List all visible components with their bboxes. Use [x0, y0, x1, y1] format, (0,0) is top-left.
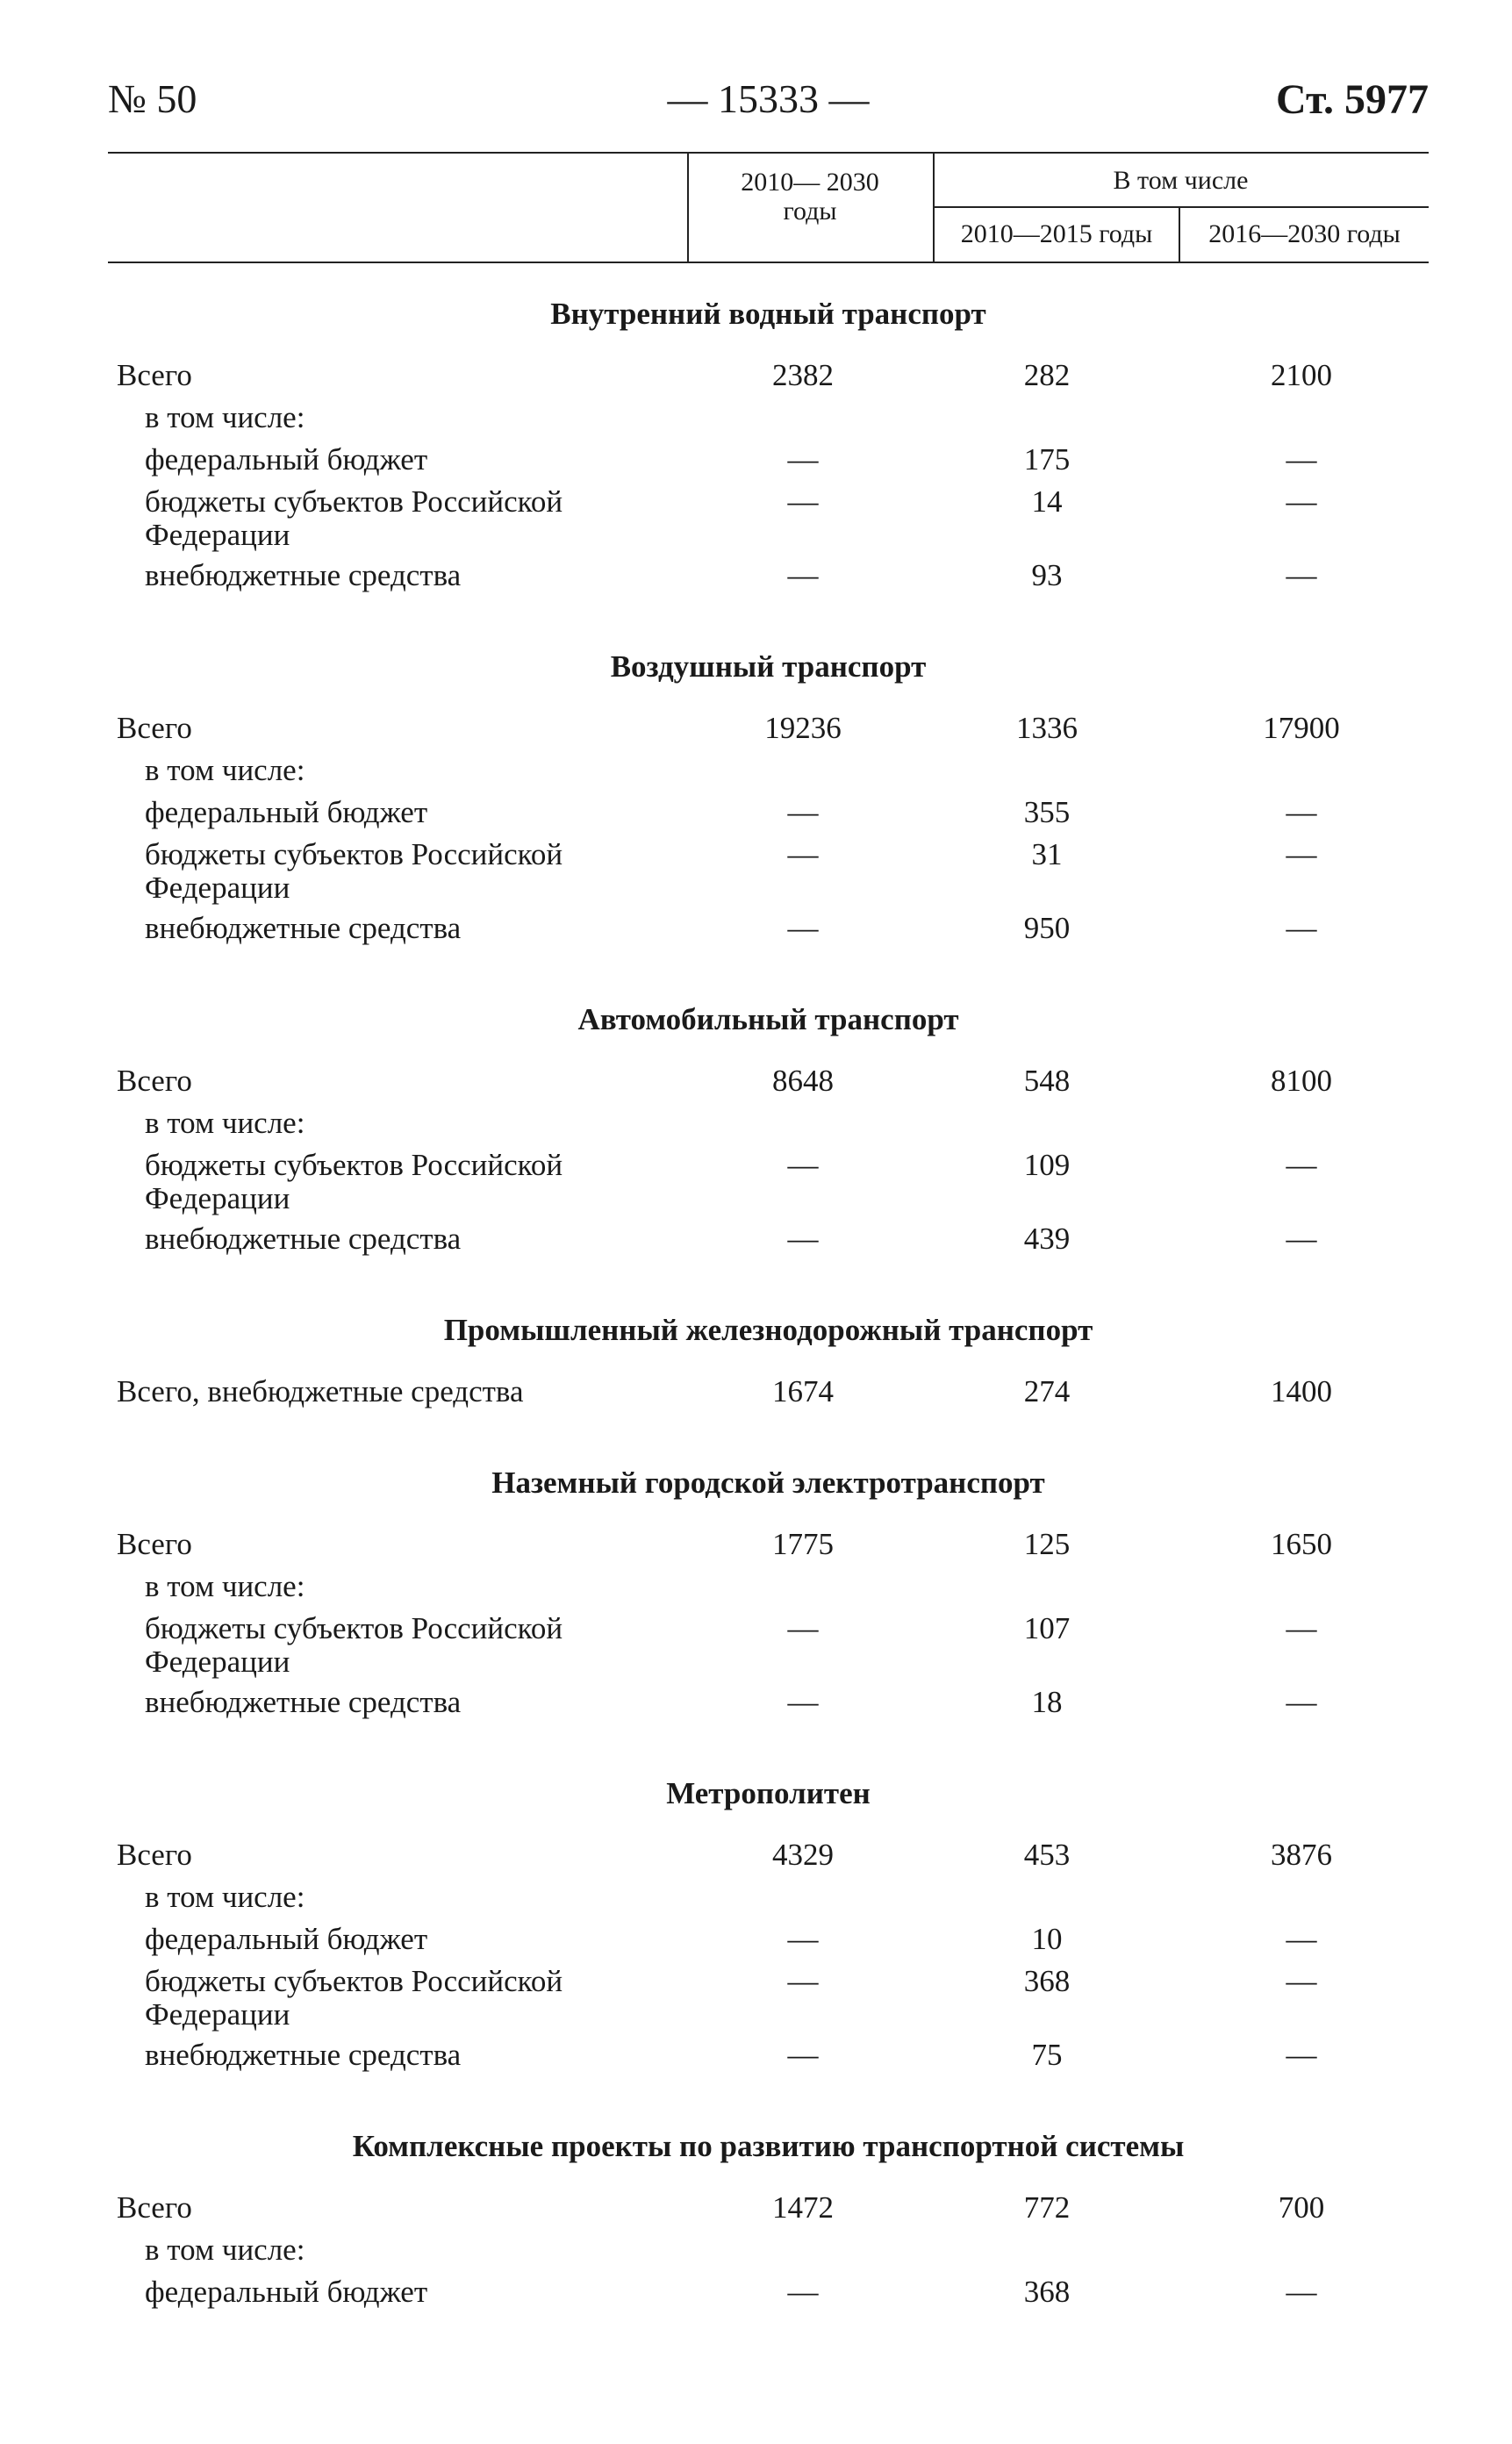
- table-row: [108, 1834, 1429, 1876]
- section-title: Воздушный транспорт: [610, 649, 927, 684]
- row-label: в том числе:: [145, 1106, 305, 1140]
- table-row: [108, 2034, 1429, 2076]
- cell-value: —: [787, 1964, 819, 1998]
- row-label: бюджеты субъектов Российской Федерации: [145, 1611, 563, 1679]
- cell-value: —: [787, 1611, 819, 1645]
- cell-value: —: [1286, 1922, 1317, 1956]
- table-row: [108, 792, 1429, 834]
- cell-value: 1472: [772, 2190, 834, 2225]
- cell-value: 368: [1023, 1964, 1071, 1998]
- header-including: В том числе: [1113, 166, 1249, 195]
- cell-value: —: [787, 795, 819, 829]
- cell-value: 772: [1023, 2190, 1071, 2225]
- cell-value: 175: [1023, 442, 1071, 477]
- table-row: [108, 355, 1429, 397]
- cell-value: 19236: [764, 711, 842, 745]
- row-label: федеральный бюджет: [145, 442, 428, 477]
- row-label: внебюджетные средства: [145, 1685, 462, 1719]
- table-body: [108, 290, 1429, 2313]
- row-label: внебюджетные средства: [145, 1222, 462, 1256]
- table-column-header: [108, 152, 1429, 263]
- section-title: Метрополитен: [666, 1776, 871, 1810]
- column-divider: [687, 154, 689, 262]
- table-row: [108, 1681, 1429, 1724]
- cell-value: 3876: [1271, 1838, 1332, 1872]
- cell-value: —: [1286, 1222, 1317, 1256]
- row-label: Всего: [117, 2190, 192, 2225]
- row-label: Всего: [117, 1527, 192, 1561]
- table-row: [108, 834, 1429, 907]
- table-row: [108, 1960, 1429, 2034]
- table-row: [108, 1876, 1429, 1918]
- cell-value: —: [787, 1148, 819, 1182]
- cell-value: 93: [1031, 558, 1063, 592]
- cell-value: 4329: [772, 1838, 834, 1872]
- cell-value: —: [1286, 1611, 1317, 1645]
- cell-value: 18: [1031, 1685, 1063, 1719]
- cell-value: —: [787, 558, 819, 592]
- cell-value: 548: [1023, 1064, 1071, 1098]
- table-row: [108, 1371, 1429, 1413]
- row-label: Всего: [117, 1838, 192, 1872]
- section-gap: [108, 597, 1429, 642]
- table-row: [108, 707, 1429, 749]
- page-header: [108, 75, 1429, 128]
- cell-value: 125: [1023, 1527, 1071, 1561]
- row-label: бюджеты субъектов Российской Федерации: [145, 1148, 563, 1215]
- table-row: [108, 1102, 1429, 1144]
- cell-value: 1336: [1016, 711, 1078, 745]
- cell-value: 17900: [1263, 711, 1340, 745]
- table-row: [108, 2187, 1429, 2229]
- row-label: федеральный бюджет: [145, 2275, 428, 2309]
- cell-value: 950: [1023, 911, 1071, 945]
- cell-value: 453: [1023, 1838, 1071, 1872]
- cell-value: 31: [1031, 837, 1063, 871]
- row-label: в том числе:: [145, 753, 305, 787]
- table-row: [108, 1523, 1429, 1566]
- cell-value: 700: [1278, 2190, 1325, 2225]
- cell-value: 109: [1023, 1148, 1071, 1182]
- cell-value: —: [1286, 1685, 1317, 1719]
- row-label: в том числе:: [145, 1569, 305, 1603]
- row-label: внебюджетные средства: [145, 558, 462, 592]
- row-label: в том числе:: [145, 400, 305, 434]
- row-label: в том числе:: [145, 2233, 305, 2267]
- row-label: Всего, внебюджетные средства: [117, 1374, 524, 1408]
- row-label: бюджеты субъектов Российской Федерации: [145, 1964, 563, 2032]
- header-divider: [933, 206, 1429, 208]
- cell-value: 274: [1023, 1374, 1071, 1408]
- cell-value: 1400: [1271, 1374, 1332, 1408]
- row-label: Всего: [117, 358, 192, 392]
- section-title: Автомобильный транспорт: [577, 1002, 959, 1036]
- table-row: [108, 1566, 1429, 1608]
- table-row: [108, 907, 1429, 950]
- row-label: Всего: [117, 1064, 192, 1098]
- cell-value: —: [787, 2038, 819, 2072]
- table-row: [108, 749, 1429, 792]
- cell-value: 368: [1023, 2275, 1071, 2309]
- row-label: Всего: [117, 711, 192, 745]
- cell-value: 1775: [772, 1527, 834, 1561]
- cell-value: 8100: [1271, 1064, 1332, 1098]
- table-row: [108, 439, 1429, 481]
- row-label: внебюджетные средства: [145, 911, 462, 945]
- row-label: бюджеты субъектов Российской Федерации: [145, 837, 563, 905]
- cell-value: —: [787, 1922, 819, 1956]
- section-gap: [108, 1260, 1429, 1306]
- cell-value: —: [787, 911, 819, 945]
- cell-value: 1650: [1271, 1527, 1332, 1561]
- cell-value: 355: [1023, 795, 1071, 829]
- header-total-period: 2010— 2030 годы: [741, 168, 879, 226]
- section-gap: [108, 2076, 1429, 2122]
- table-row: [108, 2229, 1429, 2271]
- cell-value: 10: [1031, 1922, 1063, 1956]
- cell-value: 1674: [772, 1374, 834, 1408]
- cell-value: —: [787, 484, 819, 519]
- section-title: Промышленный железнодорожный транспорт: [443, 1313, 1093, 1347]
- cell-value: —: [1286, 911, 1317, 945]
- section-gap: [108, 1724, 1429, 1769]
- table-row: [108, 555, 1429, 597]
- cell-value: —: [1286, 837, 1317, 871]
- table-row: [108, 1608, 1429, 1681]
- table-row: [108, 1060, 1429, 1102]
- cell-value: —: [1286, 1148, 1317, 1182]
- cell-value: 2100: [1271, 358, 1332, 392]
- table-row: [108, 1218, 1429, 1260]
- section-title: Комплексные проекты по развитию транспортной системы: [352, 2129, 1185, 2163]
- cell-value: —: [787, 837, 819, 871]
- cell-value: —: [787, 1222, 819, 1256]
- cell-value: —: [787, 442, 819, 477]
- table-row: [108, 397, 1429, 439]
- header-period-2: 2016—2030 годы: [1208, 219, 1401, 248]
- cell-value: —: [787, 2275, 819, 2309]
- cell-value: —: [1286, 2275, 1317, 2309]
- cell-value: 439: [1023, 1222, 1071, 1256]
- section-title: Внутренний водный транспорт: [550, 297, 986, 331]
- issue-number: № 50: [108, 76, 197, 121]
- table-row: [108, 1918, 1429, 1960]
- row-label: федеральный бюджет: [145, 795, 428, 829]
- row-label: внебюджетные средства: [145, 2038, 462, 2072]
- table-row: [108, 1144, 1429, 1218]
- section-gap: [108, 950, 1429, 995]
- table-row: [108, 481, 1429, 555]
- cell-value: —: [1286, 2038, 1317, 2072]
- cell-value: 14: [1031, 484, 1063, 519]
- article-number: Ст. 5977: [1276, 76, 1429, 123]
- cell-value: —: [787, 1685, 819, 1719]
- row-label: федеральный бюджет: [145, 1922, 428, 1956]
- cell-value: —: [1286, 442, 1317, 477]
- page-number: — 15333 —: [667, 76, 870, 121]
- section-gap: [108, 1413, 1429, 1459]
- cell-value: 2382: [772, 358, 834, 392]
- cell-value: —: [1286, 558, 1317, 592]
- table-row: [108, 2271, 1429, 2313]
- cell-value: 282: [1023, 358, 1071, 392]
- row-label: в том числе:: [145, 1880, 305, 1914]
- cell-value: —: [1286, 484, 1317, 519]
- section-title: Наземный городской электротранспорт: [491, 1466, 1045, 1500]
- cell-value: —: [1286, 1964, 1317, 1998]
- cell-value: 75: [1031, 2038, 1063, 2072]
- header-period-1: 2010—2015 годы: [960, 219, 1153, 248]
- cell-value: 107: [1023, 1611, 1071, 1645]
- row-label: бюджеты субъектов Российской Федерации: [145, 484, 563, 552]
- cell-value: —: [1286, 795, 1317, 829]
- cell-value: 8648: [772, 1064, 834, 1098]
